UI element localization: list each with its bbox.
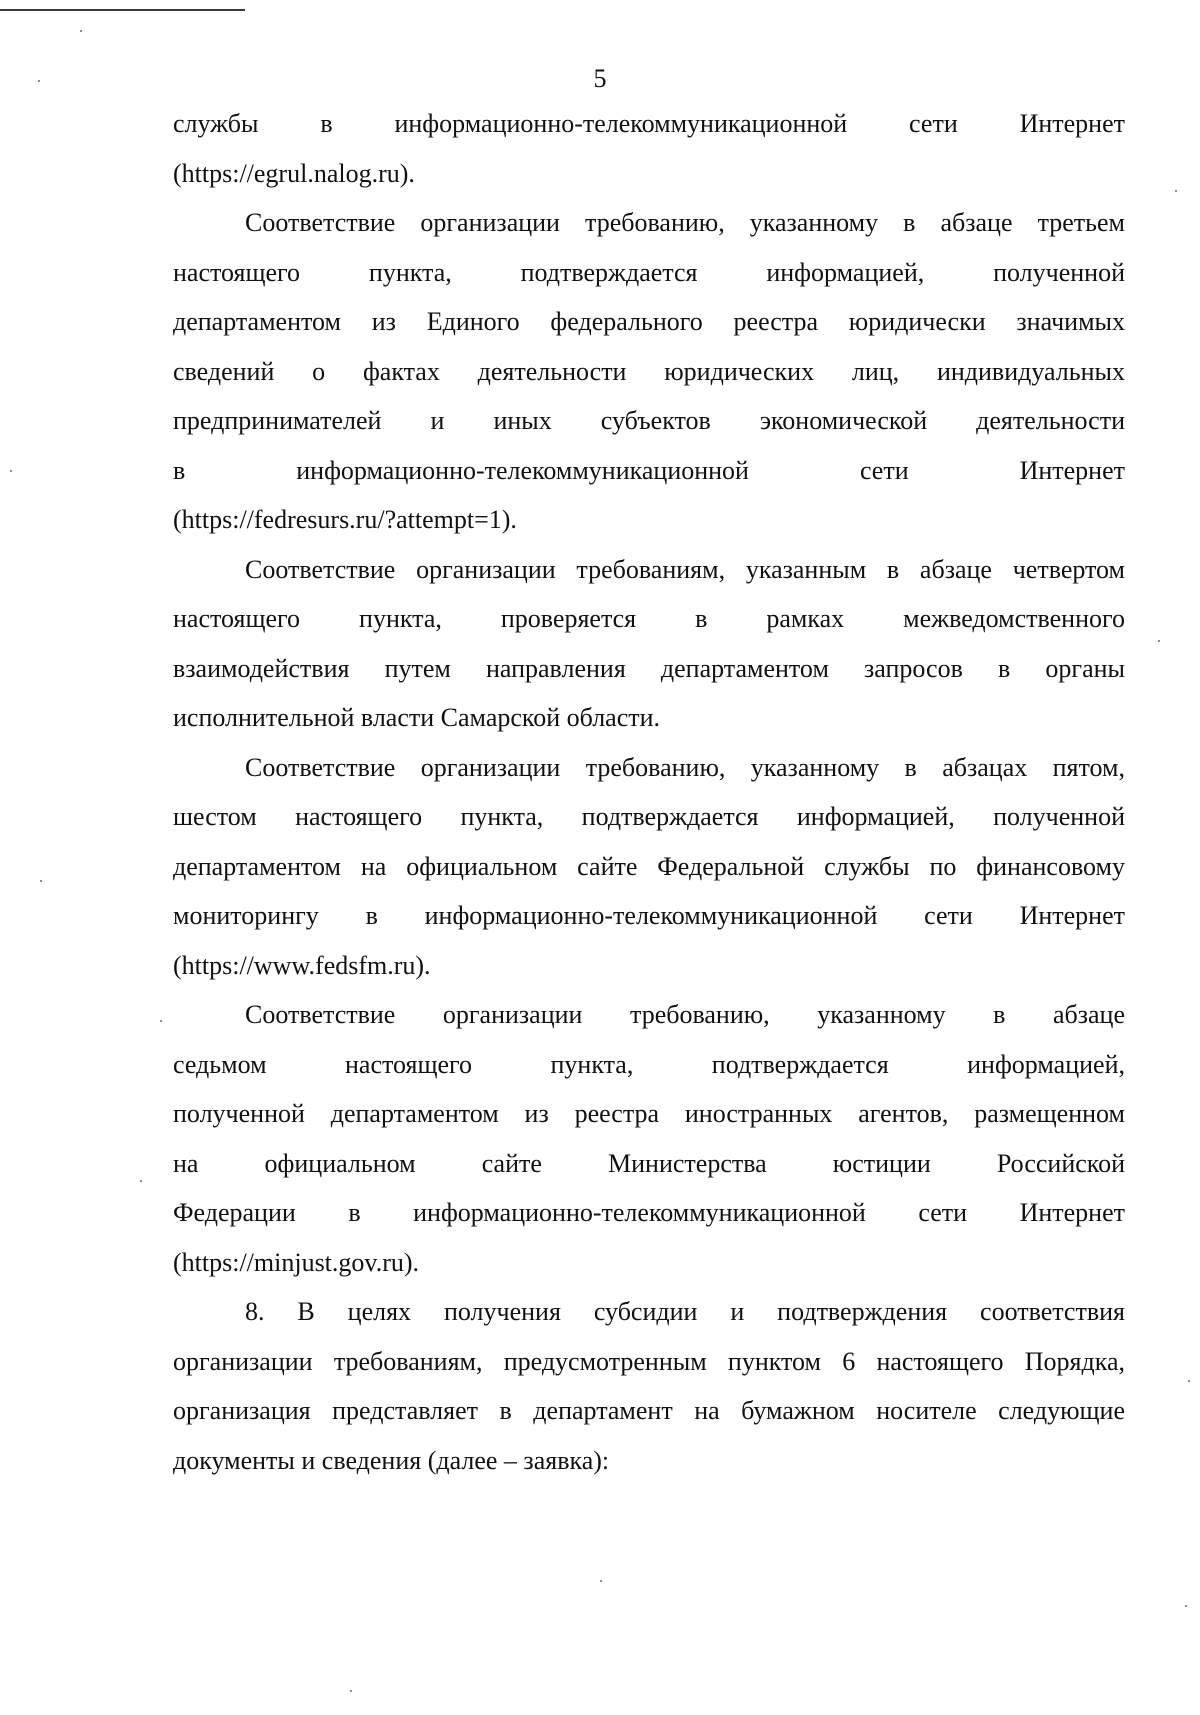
scan-speck (1175, 190, 1177, 192)
scan-speck (1188, 1380, 1190, 1382)
text-line: исполнительной власти Самарской области. (173, 703, 661, 732)
text-line: (https://www.fedsfm.ru). (173, 950, 431, 980)
text-line: на официальном сайте Министерства юстиции Российской (173, 1148, 1125, 1178)
text-line: 8. В целях получения субсидии и подтверждения соответствия (245, 1297, 1125, 1326)
scan-speck (1185, 1605, 1187, 1607)
scan-speck (38, 80, 40, 82)
scan-speck (600, 1580, 602, 1582)
text-line: настоящего пункта, проверяется в рамках межведомственного (173, 604, 1125, 633)
text-line: службы в информационно-телекоммуникационной сети Интернет (173, 109, 1125, 138)
text-line: (https://minjust.gov.ru). (173, 1247, 420, 1277)
scan-speck (350, 1690, 352, 1692)
text-line: Соответствие организации требованию, указанному в абзаце (245, 1000, 1125, 1029)
text-line: мониторингу в информационно-телекоммуникационной сети Интернет (173, 901, 1125, 930)
top-edge-rule (0, 9, 245, 11)
scan-speck (10, 470, 12, 472)
text-line: Соответствие организации требованиям, указанным в абзаце четвертом (245, 554, 1125, 584)
scan-speck (140, 1180, 142, 1182)
text-line: сведений о фактах деятельности юридических лиц, индивидуальных (173, 356, 1125, 386)
scan-speck (40, 880, 42, 882)
text-line: седьмом настоящего пункта, подтверждается информацией, (173, 1049, 1125, 1079)
text-line: (https://fedresurs.ru/?attempt=1). (173, 505, 517, 534)
text-line: предпринимателей и иных субъектов экономической деятельности (173, 406, 1125, 435)
text-line: документы и сведения (далее – заявка): (173, 1445, 610, 1475)
text-line: взаимодействия путем направления департаментом запросов в органы (173, 653, 1125, 683)
text-line: организация представляет в департамент на бумажном носителе следующие (173, 1396, 1125, 1425)
scan-speck (1158, 640, 1160, 642)
paragraph-continuation (173, 99, 1125, 198)
text-line: департаментом из Единого федерального реестра юридически значимых (173, 307, 1125, 336)
paragraph-fedsfm (173, 743, 1125, 991)
paragraph-item-8 (173, 1287, 1125, 1485)
text-line: шестом настоящего пункта, подтверждается информацией, полученной (173, 802, 1125, 831)
text-line: полученной департаментом из реестра иностранных агентов, размещенном (173, 1099, 1125, 1128)
paragraph-minjust (173, 990, 1125, 1287)
page-number: 5 (593, 64, 607, 93)
text-line: департаментом на официальном сайте Федеральной службы по финансовому (173, 851, 1125, 881)
paragraph-fedresurs (173, 198, 1125, 545)
text-line: Соответствие организации требованию, указанному в абзацах пятом, (245, 752, 1125, 782)
scan-speck (80, 30, 82, 32)
text-line: Федерации в информационно-телекоммуникационной сети Интернет (173, 1198, 1125, 1227)
text-line: в информационно-телекоммуникационной сети Интернет (173, 455, 1125, 485)
text-line: Соответствие организации требованию, указанному в абзаце третьем (245, 208, 1125, 237)
body-text (173, 99, 1125, 1485)
text-line: организации требованиям, предусмотренным пунктом 6 настоящего Порядка, (173, 1346, 1125, 1376)
scan-speck (160, 1020, 162, 1022)
text-line: (https://egrul.nalog.ru). (173, 158, 415, 188)
paragraph-interagency (173, 545, 1125, 743)
text-line: настоящего пункта, подтверждается информацией, полученной (173, 257, 1125, 287)
